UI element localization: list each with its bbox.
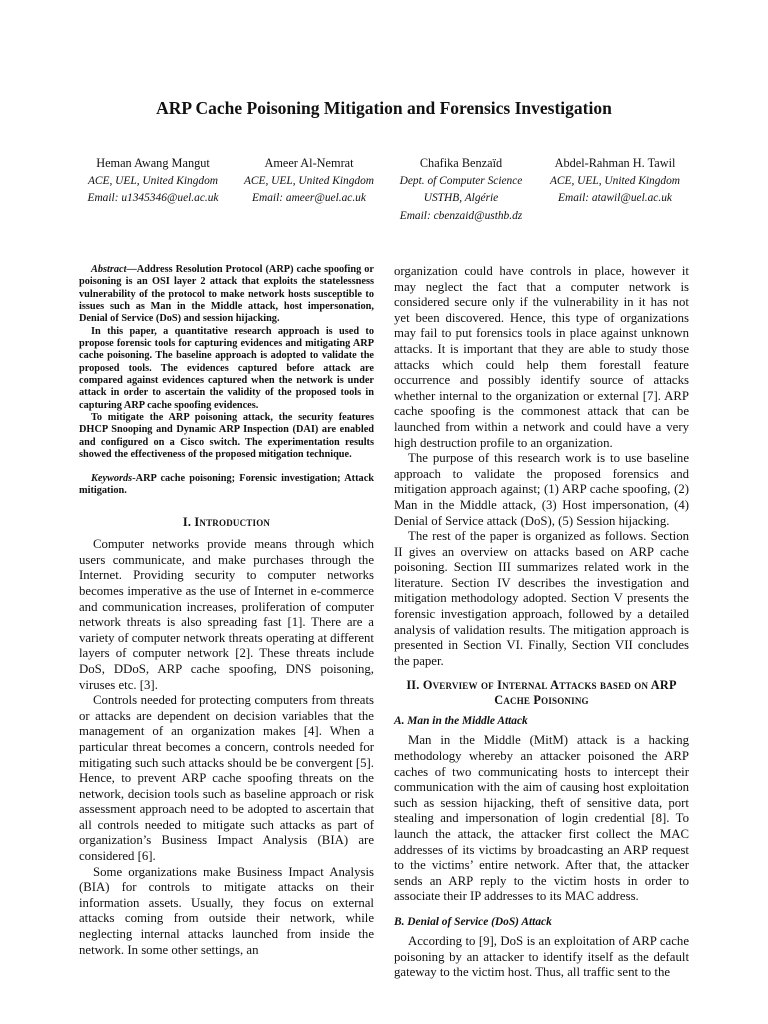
- section-heading-line: II. Overview of Internal Attacks based on ARP: [406, 678, 677, 693]
- author-email: Email: cbenzaid@usthb.dz: [399, 209, 523, 222]
- author-email: Email: ameer@uel.ac.uk: [252, 192, 366, 204]
- author-affiliation: ACE, UEL, United Kingdom: [549, 174, 681, 187]
- author-2: [233, 155, 385, 208]
- author-1: [79, 155, 227, 208]
- section-heading-overview: [394, 678, 689, 708]
- author-affiliation: Dept. of Computer Science: [399, 174, 523, 187]
- author-affiliation: ACE, UEL, United Kingdom: [243, 174, 375, 187]
- subsection-heading-dos: B. Denial of Service (DoS) Attack: [394, 915, 552, 928]
- author-name: Abdel-Rahman H. Tawil: [554, 156, 676, 170]
- author-email: Email: atawil@uel.ac.uk: [558, 192, 672, 204]
- subsection-heading-mitm: A. Man in the Middle Attack: [394, 715, 528, 728]
- author-affiliation-2: USTHB, Algérie: [423, 192, 499, 204]
- abstract-paragraph: In this paper, a quantitative research approach is used to propose forensic tools for capturing evidences and mitigating ARP cache poisoning. The baseline approach is adopted to validate the proposed tools. The evidences captured before attack are compared against evidences captured when the network is under attack in order to ascertain the validity of the proposed tools in capturing ARP cache spoofing evidences.: [79, 325, 374, 411]
- body-paragraph: Controls needed for protecting computers from threats or attacks are dependent on decision variables that the management of an organization makes [4]. When a particular threat becomes a concern, controls needed for mitigating such such attacks should be be convergent [5]. Hence, to prevent ARP cache spoofing threats on the network, decision tools such as baseline approach or risk assessment approach need to be adopted to ascertain that all controls needed to mitigate such attacks as part of organization’s Business Impact Analysis (BIA) are considered [6].: [79, 693, 374, 864]
- body-paragraph: The purpose of this research work is to use baseline approach to validate the proposed forensics and mitigation approach against; (1) ARP cache spoofing, (2) Man in the Middle attack, (3) Host impersonation, (4) Denial of Service attack (DoS), (5) Session hijacking.: [394, 451, 689, 528]
- section-heading-line: Cache Poisoning: [494, 693, 589, 708]
- author-name: Ameer Al-Nemrat: [264, 156, 354, 170]
- author-email: Email: u1345346@uel.ac.uk: [87, 192, 219, 204]
- section-heading-introduction: I. Introduction: [182, 515, 271, 530]
- body-paragraph: Man in the Middle (MitM) attack is a hacking methodology whereby an attacker poisoned the ARP caches of two communicating hosts to intercept their communication with the aim of causing host exploitation such as session hijacking, theft of sensitive data, port stealing and impersonation of login credential [8]. To launch the attack, the attacker first collect the MAC addresses of its victims by broadcasting an ARP request to the victims’ entire network. After that, the attacker sends an ARP reply to the victim hosts in order to associate their IP addresses to its MAC address.: [394, 733, 689, 904]
- keywords-text: -ARP cache poisoning; Forensic investigation; Attack mitigation.: [79, 472, 374, 496]
- right-column: [394, 264, 689, 981]
- author-3: [391, 155, 531, 225]
- author-name: Heman Awang Mangut: [96, 156, 210, 170]
- body-paragraph: According to [9], DoS is an exploitation of ARP cache poisoning by an attacker to identify itself as the default gateway to the victim host. Thus, all traffic sent to the: [394, 933, 689, 980]
- left-column: [79, 264, 374, 958]
- paper-title: ARP Cache Poisoning Mitigation and Forensics Investigation: [156, 98, 612, 118]
- author-block: [0, 155, 768, 225]
- keywords-label: Keywords: [91, 472, 133, 484]
- body-paragraph: Computer networks provide means through which users communicate, and make purchases through the Internet. Providing security to computer networks becomes imperative as the use of Internet in e-commerce and communication increases, proliferation of computer network threats is also spreading fast [1]. There are a variety of computer network threats operating at different layers of computer network [2]. These threats include DoS, DDoS, ARP cache spoofing, DNS poisoning, viruses etc. [3].: [79, 537, 374, 692]
- body-paragraph: Some organizations make Business Impact Analysis (BIA) for controls to mitigate attacks on their information assets. Usually, they focus on external attacks coming from outside their network, while neglecting internal attacks launched from inside the network. In some other settings, an: [79, 864, 374, 957]
- keywords-paragraph: [79, 473, 374, 498]
- abstract-paragraph: [79, 264, 374, 326]
- body-paragraph: organization could have controls in place, however it may neglect the fact that a computer network is considered secure only if the vulnerability in it has not yet been discovered. Hence, this type of organizations may fail to put forensics tools in place against unknown attacks. It is important that they are able to study those attacks which could help them forestall feature occurrence and possibly identify source of attacks whether internal to the organization or external [7]. ARP cache spoofing is the commonest attack that can be launched from within a network and could have a very high destruction profile to an organization.: [394, 264, 689, 450]
- author-affiliation: ACE, UEL, United Kingdom: [87, 174, 219, 187]
- author-4: [540, 155, 690, 208]
- body-paragraph: The rest of the paper is organized as follows. Section II gives an overview on attacks based on ARP cache poisoning. Section III summarizes related work in the literature. Section IV describes the investigation and mitigation methodology adopted. Section V presents the forensic investigation approach, followed by a detailed analysis of validation results. The mitigation approach is presented in Section VI. Finally, Section VII concludes the paper.: [394, 529, 689, 668]
- abstract-text: —Address Resolution Protocol (ARP) cache spoofing or poisoning is an OSI layer 2 attack that exploits the statelessness vulnerability of the protocol to make network hosts susceptible to issues such as Man in the Middle attack, host impersonation, Denial of Service (DoS) and session hijacking.: [79, 264, 374, 325]
- abstract-label: Abstract: [91, 264, 127, 275]
- author-name: Chafika Benzaïd: [419, 156, 503, 170]
- abstract-paragraph: To mitigate the ARP poisoning attack, the security features DHCP Snooping and Dynamic ARP Inspection (DAI) are enabled and configured on a Cisco switch. The experimentation results showed the effectiveness of the proposed mitigation technique.: [79, 412, 374, 461]
